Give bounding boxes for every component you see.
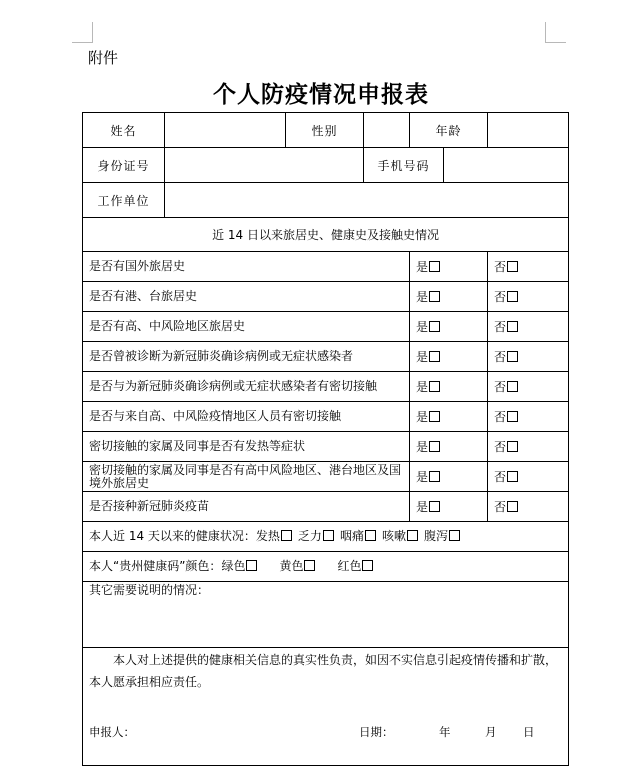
question-text: 密切接触的家属及同事是否有发热等症状 <box>83 432 410 462</box>
no-label: 否 <box>494 470 507 484</box>
option-checkbox[interactable] <box>323 530 334 541</box>
option-checkbox[interactable] <box>365 530 376 541</box>
phone-label: 手机号码 <box>364 148 444 183</box>
no-label: 否 <box>494 440 507 454</box>
option-item[interactable] <box>279 559 315 573</box>
yes-option[interactable] <box>410 402 488 432</box>
yes-label: 是 <box>416 500 429 514</box>
month-label: 月 <box>485 725 497 739</box>
question-text: 是否有高、中风险地区旅居史 <box>83 312 410 342</box>
yes-checkbox[interactable] <box>429 381 440 392</box>
yes-option[interactable] <box>410 462 488 492</box>
yes-checkbox[interactable] <box>429 411 440 422</box>
row-pledge <box>83 648 569 766</box>
question-row <box>83 372 569 402</box>
yes-label: 是 <box>416 410 429 424</box>
yes-label: 是 <box>416 260 429 274</box>
no-option[interactable] <box>488 312 569 342</box>
other-notes-label: 其它需要说明的情况： <box>89 583 210 597</box>
row-id-phone <box>83 148 569 183</box>
yes-checkbox[interactable] <box>429 501 440 512</box>
option-checkbox[interactable] <box>449 530 460 541</box>
no-label: 否 <box>494 320 507 334</box>
date-label: 日期： <box>359 725 394 739</box>
no-label: 否 <box>494 350 507 364</box>
option-checkbox[interactable] <box>304 560 315 571</box>
row-health-status <box>83 522 569 552</box>
yes-checkbox[interactable] <box>429 441 440 452</box>
option-label: 乏力 <box>297 529 322 543</box>
crop-mark-top-left <box>72 22 93 43</box>
health-code-cell <box>83 552 569 582</box>
option-item[interactable] <box>424 529 460 543</box>
question-text: 是否曾被诊断为新冠肺炎确诊病例或无症状感染者 <box>83 342 410 372</box>
no-checkbox[interactable] <box>507 261 518 272</box>
no-checkbox[interactable] <box>507 501 518 512</box>
no-label: 否 <box>494 290 507 304</box>
option-label: 腹泻 <box>423 529 448 543</box>
yes-label: 是 <box>416 320 429 334</box>
other-notes-cell[interactable] <box>83 582 569 648</box>
declaration-form <box>82 112 569 766</box>
question-row <box>83 342 569 372</box>
option-checkbox[interactable] <box>246 560 257 571</box>
option-label: 发热 <box>255 529 280 543</box>
health-status-label: 本人近 14 天以来的健康状况： <box>89 529 256 543</box>
question-row <box>83 282 569 312</box>
yes-option[interactable] <box>410 342 488 372</box>
health-code-options <box>221 559 395 573</box>
question-row <box>83 492 569 522</box>
form-title: 个人防疫情况申报表 <box>213 81 429 108</box>
yes-checkbox[interactable] <box>429 261 440 272</box>
year-label: 年 <box>439 725 451 739</box>
option-checkbox[interactable] <box>362 560 373 571</box>
row-basic-info <box>83 113 569 148</box>
health-code-label: 本人“贵州健康码”颜色： <box>89 559 222 573</box>
option-item[interactable] <box>337 559 373 573</box>
no-checkbox[interactable] <box>507 351 518 362</box>
work-unit-field[interactable] <box>165 183 569 218</box>
id-number-field[interactable] <box>165 148 364 183</box>
phone-field[interactable] <box>444 148 569 183</box>
no-option[interactable] <box>488 372 569 402</box>
question-row <box>83 462 569 492</box>
crop-mark-top-right <box>545 22 566 43</box>
row-other-notes <box>83 582 569 648</box>
no-option[interactable] <box>488 342 569 372</box>
option-label: 黄色 <box>279 559 304 573</box>
gender-field[interactable] <box>364 113 410 148</box>
no-option[interactable] <box>488 462 569 492</box>
question-text: 是否与来自高、中风险疫情地区人员有密切接触 <box>83 402 410 432</box>
no-option[interactable] <box>488 252 569 282</box>
no-option[interactable] <box>488 492 569 522</box>
no-label: 否 <box>494 500 507 514</box>
yes-label: 是 <box>416 290 429 304</box>
no-label: 否 <box>494 410 507 424</box>
option-item[interactable] <box>256 529 292 543</box>
yes-checkbox[interactable] <box>429 471 440 482</box>
option-item[interactable] <box>221 559 257 573</box>
age-field[interactable] <box>488 113 569 148</box>
yes-option[interactable] <box>410 252 488 282</box>
age-label: 年龄 <box>410 113 488 148</box>
yes-option[interactable] <box>410 312 488 342</box>
no-checkbox[interactable] <box>507 321 518 332</box>
health-status-cell <box>83 522 569 552</box>
option-label: 咳嗽 <box>381 529 406 543</box>
yes-checkbox[interactable] <box>429 291 440 302</box>
no-checkbox[interactable] <box>507 291 518 302</box>
gender-label: 性别 <box>286 113 364 148</box>
option-item[interactable] <box>340 529 376 543</box>
row-section-title <box>83 218 569 252</box>
no-option[interactable] <box>488 432 569 462</box>
option-checkbox[interactable] <box>281 530 292 541</box>
id-number-label: 身份证号 <box>83 148 165 183</box>
name-label: 姓名 <box>83 113 165 148</box>
question-text: 密切接触的家属及同事是否有高中风险地区、港台地区及国境外旅居史 <box>83 462 410 492</box>
yes-label: 是 <box>416 380 429 394</box>
option-item[interactable] <box>382 529 418 543</box>
question-row <box>83 312 569 342</box>
section-title: 近 14 日以来旅居史、健康史及接触史情况 <box>83 218 569 252</box>
option-label: 红色 <box>337 559 362 573</box>
work-unit-label: 工作单位 <box>83 183 165 218</box>
no-label: 否 <box>494 260 507 274</box>
name-field[interactable] <box>165 113 286 148</box>
yes-checkbox[interactable] <box>429 351 440 362</box>
yes-option[interactable] <box>410 492 488 522</box>
no-option[interactable] <box>488 402 569 432</box>
row-health-code <box>83 552 569 582</box>
yes-label: 是 <box>416 350 429 364</box>
option-label: 咽痛 <box>339 529 364 543</box>
option-checkbox[interactable] <box>407 530 418 541</box>
no-option[interactable] <box>488 282 569 312</box>
health-status-options <box>256 529 466 543</box>
no-checkbox[interactable] <box>507 381 518 392</box>
option-item[interactable] <box>298 529 334 543</box>
question-text: 是否与为新冠肺炎确诊病例或无症状感染者有密切接触 <box>83 372 410 402</box>
yes-checkbox[interactable] <box>429 321 440 332</box>
pledge-cell <box>83 648 569 766</box>
yes-option[interactable] <box>410 282 488 312</box>
no-checkbox[interactable] <box>507 441 518 452</box>
option-label: 绿色 <box>221 559 246 573</box>
no-checkbox[interactable] <box>507 411 518 422</box>
question-row <box>83 432 569 462</box>
question-row <box>83 402 569 432</box>
yes-option[interactable] <box>410 432 488 462</box>
signature-row <box>89 721 562 743</box>
question-row <box>83 252 569 282</box>
yes-label: 是 <box>416 470 429 484</box>
day-label: 日 <box>523 725 535 739</box>
pledge-text: 本人对上述提供的健康相关信息的真实性负责，如因不实信息引起疫情传播和扩散，本人愿承担相应责任。 <box>89 653 558 689</box>
question-rows <box>83 252 569 522</box>
yes-label: 是 <box>416 440 429 454</box>
no-checkbox[interactable] <box>507 471 518 482</box>
attachment-label: 附件 <box>88 49 119 67</box>
question-text: 是否有国外旅居史 <box>83 252 410 282</box>
yes-option[interactable] <box>410 372 488 402</box>
signer-label[interactable]: 申报人： <box>89 725 135 739</box>
no-label: 否 <box>494 380 507 394</box>
question-text: 是否有港、台旅居史 <box>83 282 410 312</box>
question-text: 是否接种新冠肺炎疫苗 <box>83 492 410 522</box>
row-work-unit <box>83 183 569 218</box>
